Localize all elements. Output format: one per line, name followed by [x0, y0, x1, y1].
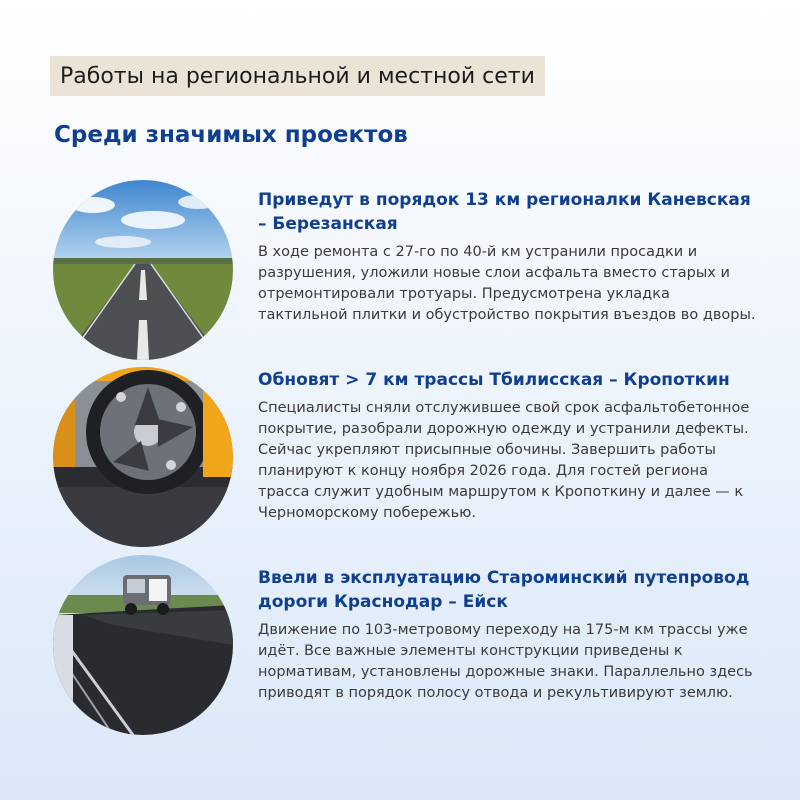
project-card [258, 368, 758, 524]
section-label: Работы на региональной и местной сети [50, 56, 545, 96]
project-description: В ходе ремонта с 27-го по 40-й км устранили просадки и разрушения, уложили новые слои асфальта вместо старых и отремонтировали тротуары. Предусмотрена укладка тактильной плитки и обустройство покрытия въездов во дворы. [258, 244, 756, 323]
project-card [258, 566, 758, 704]
road-roller-photo [53, 367, 233, 547]
project-title: Приведут в порядок 13 км регионалки Каневская – Березанская [258, 190, 751, 234]
road-photo [53, 180, 233, 360]
project-title: Обновят > 7 км трассы Тбилисская – Кропоткин [258, 370, 730, 390]
project-card [258, 188, 758, 326]
overpass-photo [53, 555, 233, 735]
project-description: Специалисты сняли отслужившее свой срок асфальтобетонное покрытие, разобрали дорожную одежду и устранили дефекты. Сейчас укрепляют присыпные обочины. Завершить работы планируют к концу ноября 2026 года. Для гостей региона трасса служит удобным маршрутом к Кропоткину и далее — к Черноморскому побережью. [258, 400, 750, 521]
project-description: Движение по 103-метровому переходу на 175-м км трассы уже идёт. Все важные элементы конструкции приведены к нормативам, установлены дорожные знаки. Параллельно здесь приводят в порядок полосу отвода и рекультивируют землю. [258, 622, 753, 701]
page-title: Среди значимых проектов [54, 122, 408, 148]
project-title: Ввели в эксплуатацию Староминский путепровод дороги Краснодар – Ейск [258, 568, 750, 612]
